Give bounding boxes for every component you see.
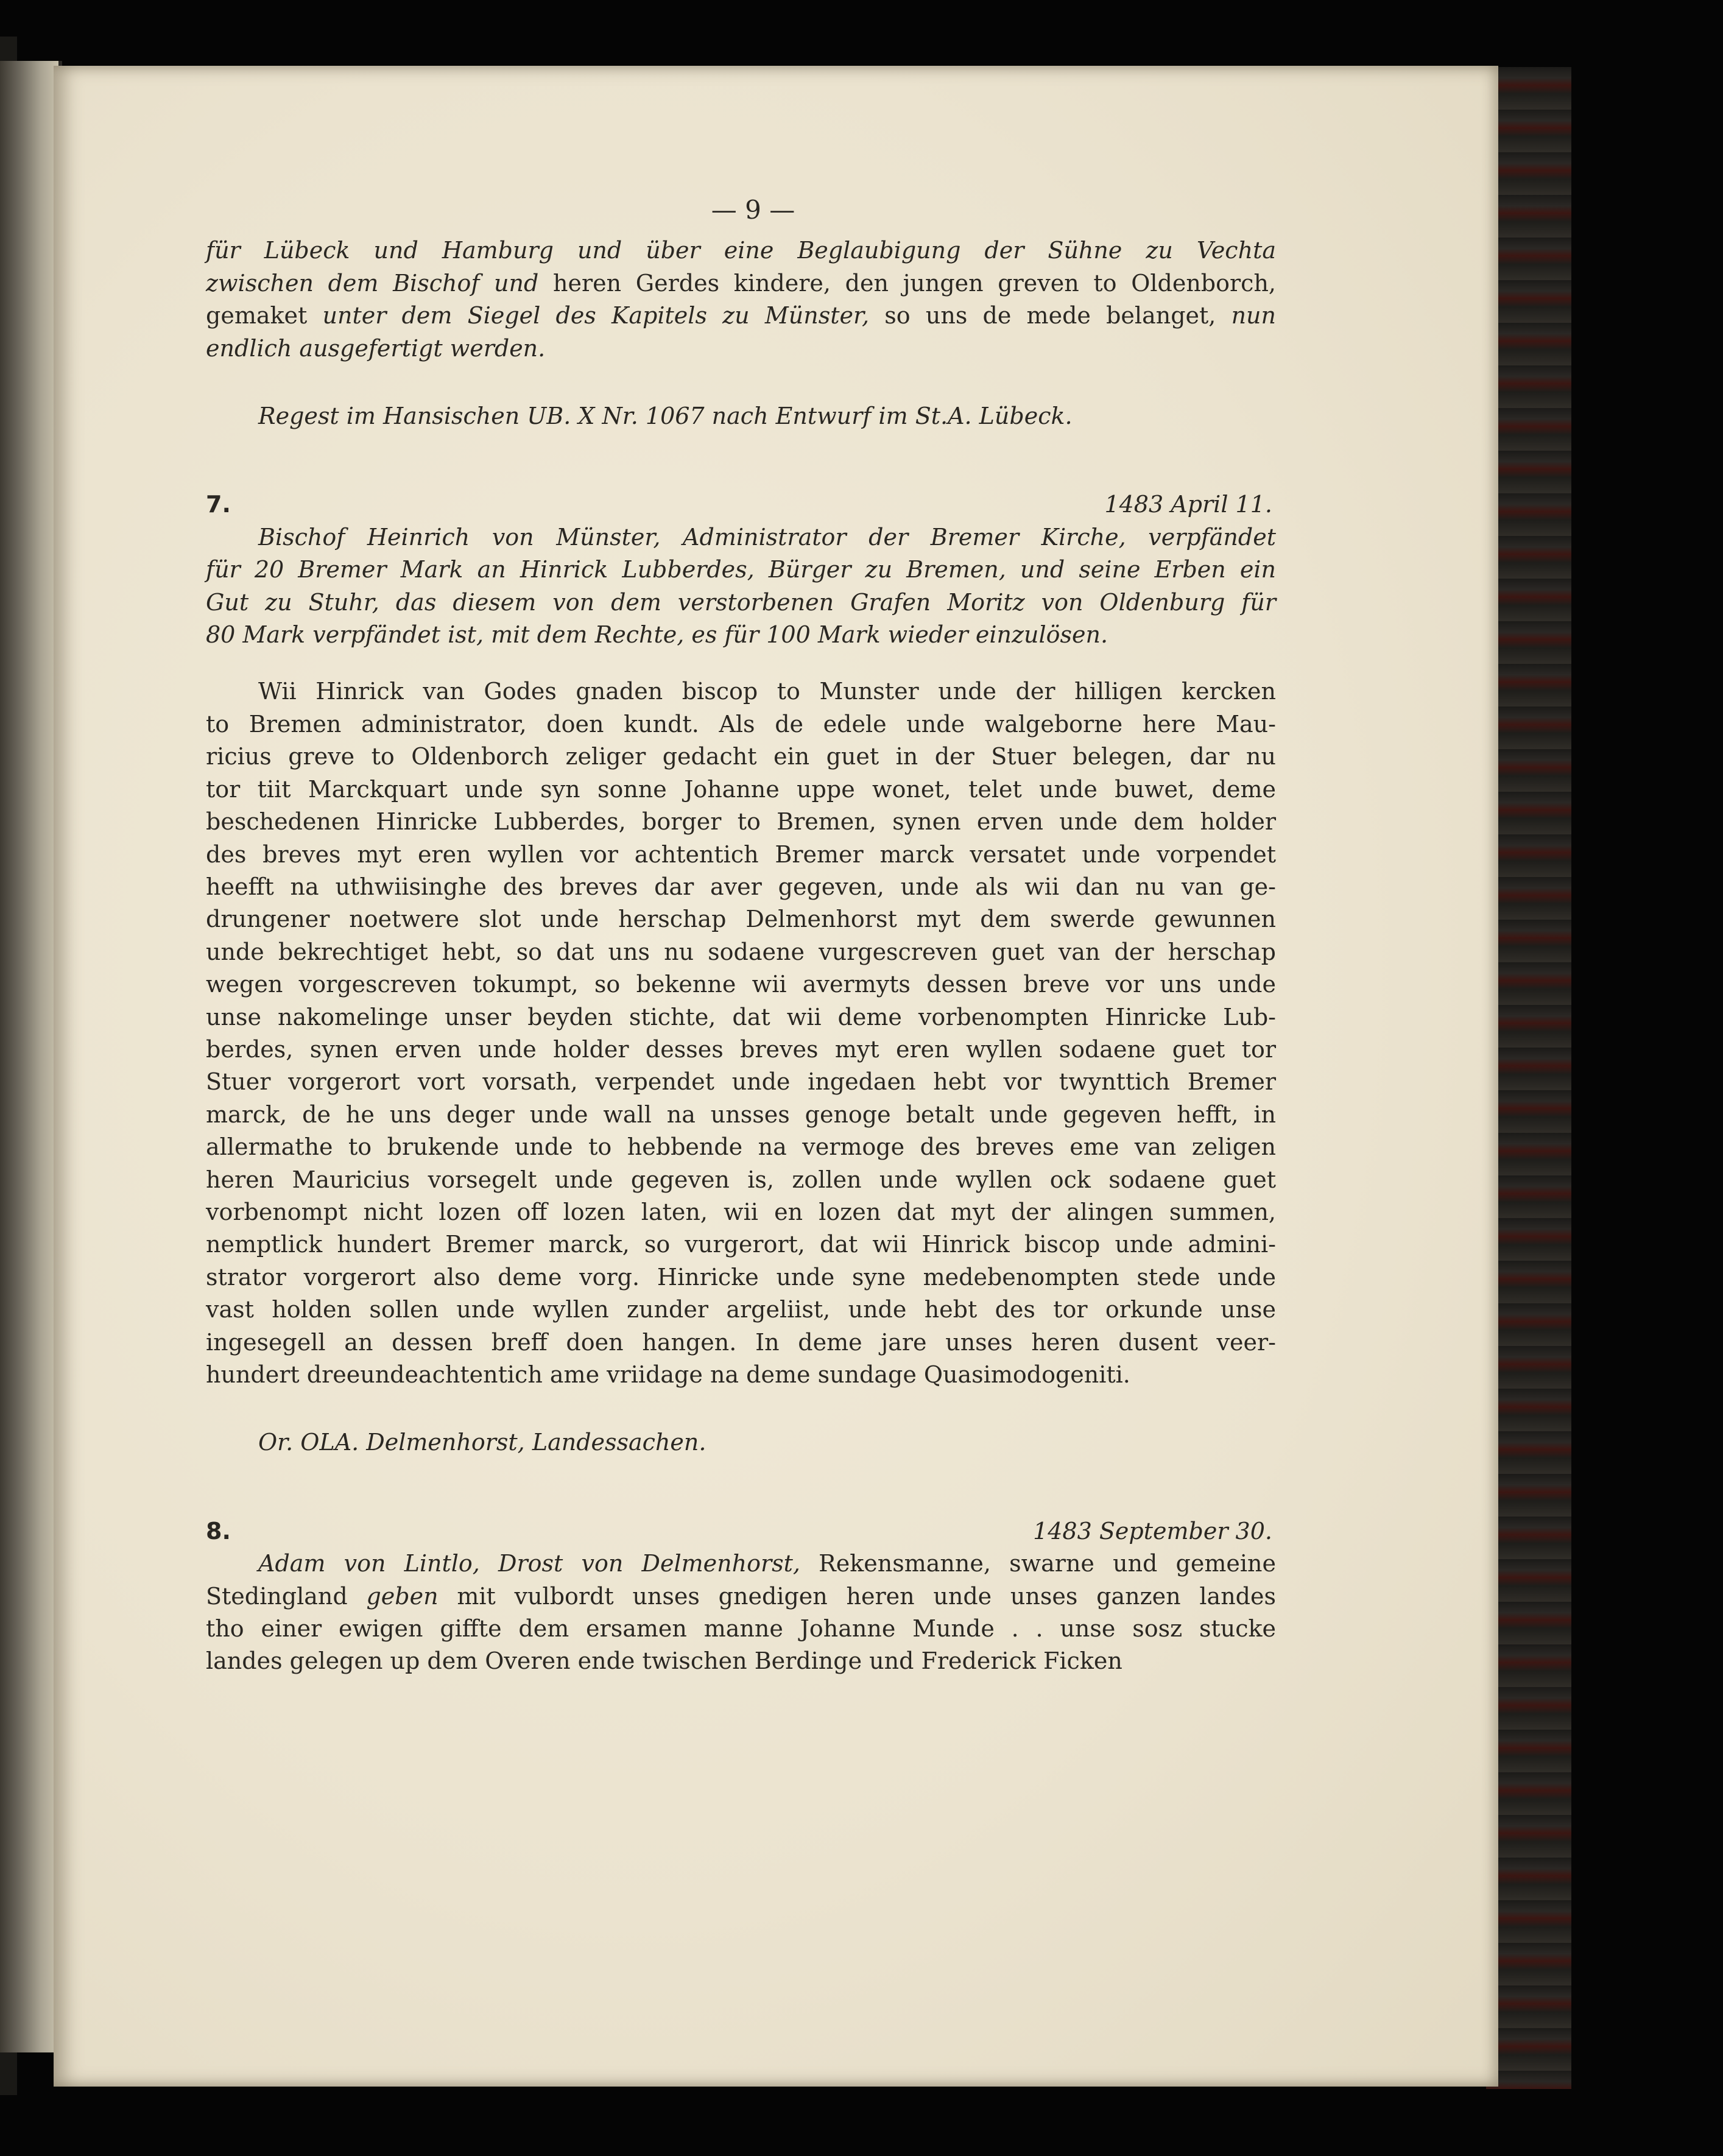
text-line: allermathe to brukende unde to hebbende na vermoge des breves eme van zeligen [206,1133,1276,1161]
text-segment: heren Gerdes kindere, den jungen greven to Oldenborch, [553,269,1276,297]
text-line: unde bekrechtiget hebt, so dat uns nu sodaene vurgescreven guet van der herschap [206,938,1276,965]
text-line [206,267,1276,300]
left-page-edge [0,61,62,2052]
text-line: to Bremen administrator, doen kundt. Als de edele unde walgeborne here Mau- [206,710,1276,738]
text-line: vast holden sollen unde wyllen zunder argeliist, unde hebt des tor orkunde unse [206,1296,1276,1323]
text-segment: mit vulbordt unses gnedigen heren unde unses ganzen landes [457,1582,1276,1610]
doc7-date: 1483 April 11. [1104,491,1272,518]
text-line: ingesegell an dessen breff doen hangen. In deme jare unses heren dusent veer- [206,1328,1276,1356]
text-segment: Stedingland [206,1582,367,1610]
doc7-source: Or. OLA. Delmenhorst, Landessachen. [258,1429,706,1456]
doc8-header [206,1515,1276,1548]
page-text [206,194,1276,1678]
text-line: hundert dreeundeachtentich ame vriidage na deme sundage Quasimodogeniti. [206,1361,1130,1388]
text-segment: gemaket [206,302,323,329]
text-line: Wii Hinrick van Godes gnaden biscop to Munster unde der hilligen kercken [258,678,1276,705]
text-line [206,234,1276,267]
text-line: vorbenompt nicht lozen off lozen laten, wii en lozen dat myt der alingen summen, [206,1198,1276,1225]
text-line: des breves myt eren wyllen vor achtentich Bremer marck versatet unde vorpendet [206,840,1276,868]
doc7-text [206,675,1276,1391]
intro-source: Regest im Hansischen UB. X Nr. 1067 nach Entwurf im St.A. Lübeck. [258,403,1073,430]
text-line: beschedenen Hinricke Lubberdes, borger to Bremen, synen erven unde dem holder [206,808,1276,836]
text-segment: für Lübeck und Hamburg und über eine Beglaubigung der Sühne zu Vechta [206,237,1276,264]
text-line: Stuer vorgerort vort vorsath, verpendet unde ingedaen hebt vor twynttich Bremer [206,1068,1276,1096]
intro-paragraph [206,234,1276,365]
text-segment: landes gelegen up dem Overen ende twischen Berdinge und Frederick Ficken [206,1647,1122,1675]
text-line [206,333,1276,365]
text-line: ricius greve to Oldenborch zeliger gedacht ein guet in der Stuer belegen, dar nu [206,743,1276,770]
doc7-header [206,488,1276,521]
text-segment: so uns de mede belanget, [884,302,1231,329]
text-segment: geben [366,1582,457,1610]
book-page [54,66,1498,2087]
text-segment: zwischen dem Bischof und [206,269,554,297]
text-line [206,1548,1276,1580]
doc8-number: 8. [206,1517,231,1545]
text-line [206,1613,1276,1645]
doc7-number: 7. [206,491,231,518]
text-segment: nun [1231,302,1276,329]
text-line: heefft na uthwiisinghe des breves dar aver gegeven, unde als wii dan nu van ge- [206,873,1276,900]
doc8-date: 1483 September 30. [1033,1517,1272,1545]
text-line: Gut zu Stuhr, das diesem von dem verstorbenen Grafen Moritz von Oldenburg für [206,588,1276,616]
text-segment: unter dem Siegel des Kapitels zu Münster, [322,302,885,329]
text-line: drungener noetwere slot unde herschap Delmenhorst myt dem swerde gewunnen [206,906,1276,933]
text-line [206,1645,1276,1677]
text-line: für 20 Bremer Mark an Hinrick Lubberdes, Bürger zu Bremen, und seine Erben ein [206,556,1276,583]
text-line: nemptlick hundert Bremer marck, so vurgerort, dat wii Hinrick biscop unde admini- [206,1231,1276,1258]
text-line: berdes, synen erven unde holder desses breves myt eren wyllen sodaene guet tor [206,1035,1276,1063]
text-segment: tho einer ewigen giffte dem ersamen manne Johanne Munde . . unse sosz stucke [206,1615,1276,1643]
text-segment: Adam von Lintlo, Drost von Delmenhorst, [258,1550,819,1577]
text-line: tor tiit Marckquart unde syn sonne Johanne uppe wonet, telet unde buwet, deme [206,775,1276,803]
text-segment: endlich ausgefertigt werden. [206,334,546,362]
text-line: Bischof Heinrich von Münster, Administrator der Bremer Kirche, verpfändet [258,523,1276,551]
text-segment: Rekensmanne, swarne und gemeine [819,1550,1276,1577]
text-line [206,300,1276,332]
text-line: marck, de he uns deger unde wall na unsses genoge betalt unde gegeven hefft, in [206,1101,1276,1128]
text-line: unse nakomelinge unser beyden stichte, dat wii deme vorbenompten Hinricke Lub- [206,1003,1276,1030]
text-line: strator vorgerort also deme vorg. Hinricke unde syne medebenompten stede unde [206,1263,1276,1291]
doc8-text [206,1548,1276,1678]
text-line [206,1580,1276,1613]
text-line: wegen vorgescreven tokumpt, so bekenne wii avermyts dessen breve vor uns unde [206,971,1276,998]
text-line: 80 Mark verpfändet ist, mit dem Rechte, es für 100 Mark wieder einzulösen. [206,621,1108,649]
doc7-summary [206,521,1276,652]
right-binding-edge [1486,67,1571,2089]
text-line: heren Mauricius vorsegelt unde gegeven is, zollen unde wyllen ock sodaene guet [206,1166,1276,1193]
page-number: — 9 — [711,195,795,225]
